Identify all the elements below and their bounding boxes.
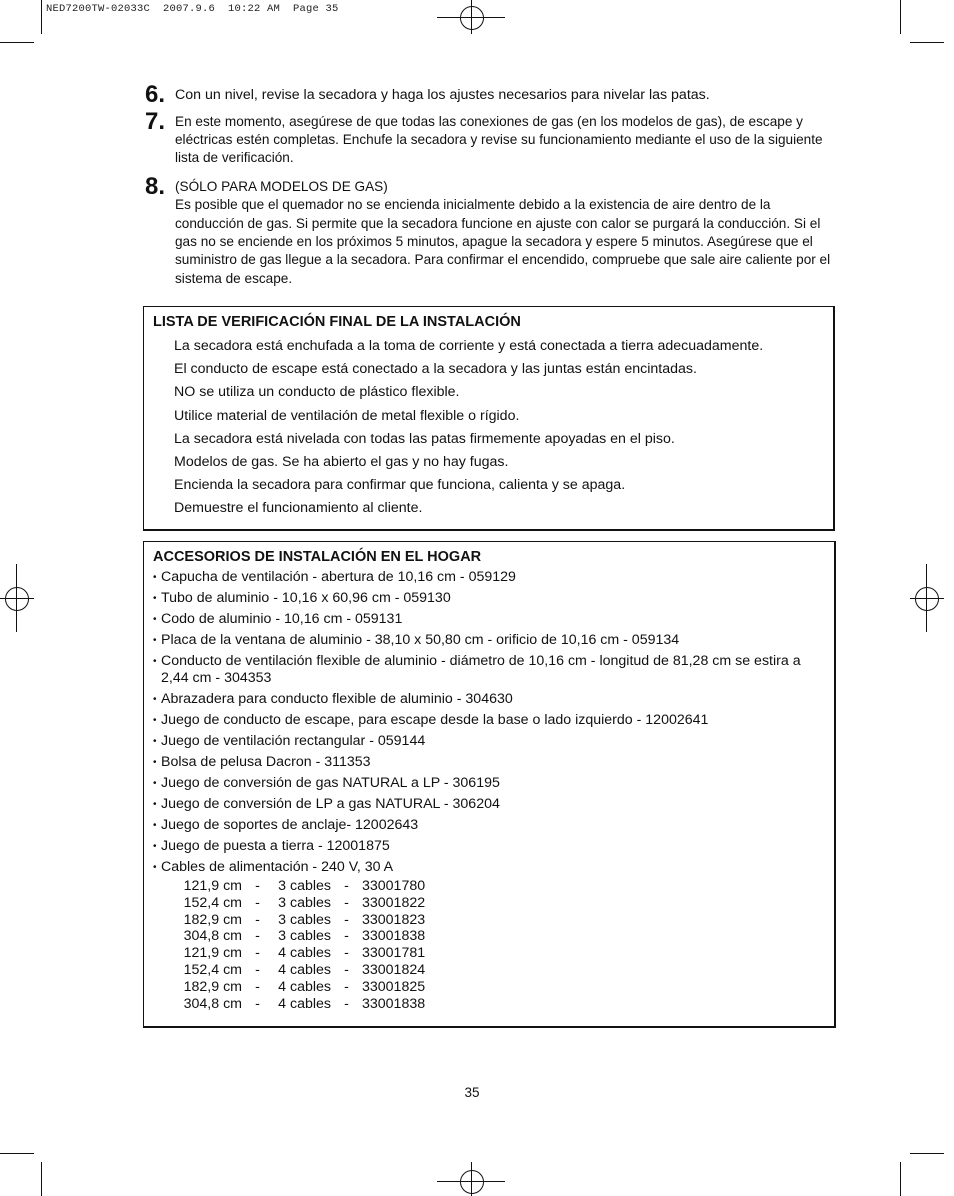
separator: - bbox=[255, 878, 260, 894]
cable-length: 152,4 cm bbox=[183, 894, 242, 911]
checklist-item: La secadora está enchufada a la toma de corriente y está conectada a tierra adecuadamente. bbox=[174, 338, 764, 354]
checklist-item: Encienda la secadora para confirmar que funciona, calienta y se apaga. bbox=[174, 477, 626, 494]
cable-wires: 4 cables bbox=[278, 978, 331, 995]
list-item bbox=[153, 712, 824, 729]
step-7 bbox=[145, 107, 835, 168]
cable-wires: 4 cables bbox=[278, 961, 331, 978]
bullet: • bbox=[153, 736, 157, 747]
step-text: Con un nivel, revise la secadora y haga los ajustes necesarios para nivelar las patas. bbox=[175, 87, 710, 103]
list-item bbox=[153, 859, 824, 876]
cable-length: 304,8 cm bbox=[183, 995, 242, 1012]
checklist-item: Modelos de gas. Se ha abierto el gas y no hay fugas. bbox=[174, 454, 509, 471]
accessory-text: Tubo de aluminio - 10,16 x 60,96 cm - 059130 bbox=[161, 590, 451, 606]
list-item bbox=[153, 632, 824, 649]
cable-part-number: 33001838 bbox=[362, 995, 426, 1012]
bullet: • bbox=[153, 820, 157, 831]
list-item bbox=[153, 817, 824, 834]
list-item bbox=[153, 754, 824, 771]
cable-wires: 4 cables bbox=[278, 995, 331, 1012]
separator: - bbox=[344, 878, 349, 894]
cable-length: 121,9 cm bbox=[183, 878, 242, 894]
separator: - bbox=[255, 945, 260, 962]
cable-length: 121,9 cm bbox=[183, 945, 242, 962]
accessories-title: ACCESORIOS DE INSTALACIÓN EN EL HOGAR bbox=[153, 549, 482, 565]
accessory-text: Conducto de ventilación flexible de aluminio - diámetro de 10,16 cm - longitud de 81,28 cm se estira a 2,44 cm - 304353 bbox=[161, 653, 801, 686]
accessory-text: Codo de aluminio - 10,16 cm - 059131 bbox=[161, 611, 403, 627]
cable-row bbox=[180, 996, 834, 1013]
cable-row bbox=[180, 895, 834, 912]
print-header: NED7200TW-02033C 2007.9.6 10:22 AM Page 35 bbox=[46, 3, 339, 15]
list-item bbox=[153, 838, 824, 855]
cable-part-number: 33001822 bbox=[362, 894, 426, 911]
bullet: • bbox=[153, 656, 157, 667]
cable-row bbox=[180, 979, 834, 996]
separator: - bbox=[255, 894, 260, 911]
bullet: • bbox=[153, 778, 157, 789]
list-item bbox=[153, 569, 824, 586]
step-text: En este momento, asegúrese de que todas las conexiones de gas (en los modelos de gas), de escape y eléctricas estén completas. Enchufe la secadora y revise su funcionamiento mediante el uso de la siguiente lista de verificación. bbox=[175, 113, 823, 166]
list-item bbox=[153, 733, 824, 750]
cable-wires: 3 cables bbox=[278, 878, 331, 894]
cable-part-number: 33001825 bbox=[362, 978, 426, 995]
accessory-text: Juego de soportes de anclaje- 12002643 bbox=[161, 817, 419, 833]
list-item bbox=[153, 653, 824, 687]
installation-steps bbox=[145, 78, 835, 288]
cable-wires: 3 cables bbox=[278, 928, 331, 945]
cable-length: 152,4 cm bbox=[183, 961, 242, 978]
separator: - bbox=[255, 978, 260, 995]
cable-row bbox=[180, 962, 834, 979]
accessory-text: Juego de ventilación rectangular - 059144 bbox=[161, 733, 426, 749]
separator: - bbox=[344, 928, 349, 945]
cable-part-number: 33001838 bbox=[362, 928, 426, 945]
checklist-item: Demuestre el funcionamiento al cliente. bbox=[174, 500, 423, 517]
accessories-list bbox=[144, 569, 834, 876]
cable-row bbox=[180, 928, 834, 945]
step-8 bbox=[145, 172, 835, 288]
cable-part-number: 33001823 bbox=[362, 911, 426, 928]
separator: - bbox=[255, 928, 260, 945]
bullet: • bbox=[153, 635, 157, 646]
list-item bbox=[153, 796, 824, 813]
accessory-text: Cables de alimentación - 240 V, 30 A bbox=[161, 859, 394, 875]
accessory-text: Placa de la ventana de aluminio - 38,10 x 50,80 cm - orificio de 10,16 cm - 059134 bbox=[161, 632, 680, 648]
checklist-title: LISTA DE VERIFICACIÓN FINAL DE LA INSTALACIÓN bbox=[153, 314, 521, 330]
step-number: 7. bbox=[145, 107, 166, 135]
accessory-text: Juego de conducto de escape, para escape desde la base o lado izquierdo - 12002641 bbox=[161, 712, 709, 728]
bullet: • bbox=[153, 572, 157, 583]
accessory-text: Bolsa de pelusa Dacron - 311353 bbox=[161, 754, 371, 770]
separator: - bbox=[344, 945, 349, 962]
step-number: 8. bbox=[145, 172, 166, 200]
bullet: • bbox=[153, 862, 157, 873]
cable-wires: 3 cables bbox=[278, 911, 331, 928]
checklist-item: Utilice material de ventilación de metal flexible o rígido. bbox=[174, 407, 520, 424]
cable-row bbox=[180, 945, 834, 962]
separator: - bbox=[255, 911, 260, 928]
separator: - bbox=[344, 995, 349, 1012]
registration-mark-icon bbox=[915, 587, 939, 611]
accessory-text: Abrazadera para conducto flexible de aluminio - 304630 bbox=[161, 691, 513, 707]
power-cable-list bbox=[144, 878, 834, 1012]
separator: - bbox=[255, 961, 260, 978]
cable-wires: 3 cables bbox=[278, 894, 331, 911]
separator: - bbox=[344, 961, 349, 978]
cable-length: 182,9 cm bbox=[183, 978, 242, 995]
accessory-text: Capucha de ventilación - abertura de 10,16 cm - 059129 bbox=[161, 569, 516, 585]
list-item bbox=[153, 611, 824, 628]
step-6 bbox=[145, 81, 835, 108]
cable-length: 304,8 cm bbox=[183, 928, 242, 945]
cable-wires: 4 cables bbox=[278, 945, 331, 962]
cable-length: 182,9 cm bbox=[183, 911, 242, 928]
step-heading: (SÓLO PARA MODELOS DE GAS) bbox=[175, 178, 388, 194]
final-checklist-box bbox=[143, 306, 835, 531]
step-text: Es posible que el quemador no se encienda inicialmente debido a la existencia de aire dentro de la conducción de gas. Si permite que la secadora funcione en ajuste con calor se purgará la conducción. Si el gas no se enciende en los próximos 5 minutos, apague la secadora y espere 5 minutos. Asegúrese que el suministro de gas llegue a la secadora. Para confirmar el encendido, compruebe que sale aire caliente por el sistema de escape. bbox=[175, 197, 831, 286]
registration-mark-icon bbox=[460, 1170, 484, 1194]
accessory-text: Juego de conversión de LP a gas NATURAL - 306204 bbox=[161, 796, 500, 812]
list-item bbox=[153, 691, 824, 708]
bullet: • bbox=[153, 799, 157, 810]
list-item bbox=[153, 590, 824, 607]
page-number: 35 bbox=[464, 1085, 480, 1100]
separator: - bbox=[344, 911, 349, 928]
cable-part-number: 33001824 bbox=[362, 961, 426, 978]
bullet: • bbox=[153, 694, 157, 705]
checklist-item: NO se utiliza un conducto de plástico flexible. bbox=[174, 384, 460, 401]
bullet: • bbox=[153, 614, 157, 625]
bullet: • bbox=[153, 757, 157, 768]
step-number: 6. bbox=[145, 81, 166, 108]
bullet: • bbox=[153, 715, 157, 726]
cable-part-number: 33001780 bbox=[362, 878, 426, 894]
registration-mark-icon bbox=[460, 6, 484, 30]
bullet: • bbox=[153, 593, 157, 604]
accessories-box bbox=[143, 541, 836, 1028]
checklist-item: La secadora está nivelada con todas las patas firmemente apoyadas en el piso. bbox=[174, 430, 675, 447]
registration-mark-icon bbox=[5, 587, 29, 611]
accessory-text: Juego de puesta a tierra - 12001875 bbox=[161, 838, 390, 854]
separator: - bbox=[344, 978, 349, 995]
cable-part-number: 33001781 bbox=[362, 945, 426, 962]
accessory-text: Juego de conversión de gas NATURAL a LP - 306195 bbox=[161, 775, 500, 791]
cable-row bbox=[180, 912, 834, 929]
separator: - bbox=[344, 894, 349, 911]
cable-row bbox=[180, 878, 834, 895]
list-item bbox=[153, 775, 824, 792]
checklist-item: El conducto de escape está conectado a la secadora y las juntas están encintadas. bbox=[174, 361, 697, 378]
separator: - bbox=[255, 995, 260, 1012]
checklist bbox=[144, 335, 833, 521]
bullet: • bbox=[153, 841, 157, 852]
